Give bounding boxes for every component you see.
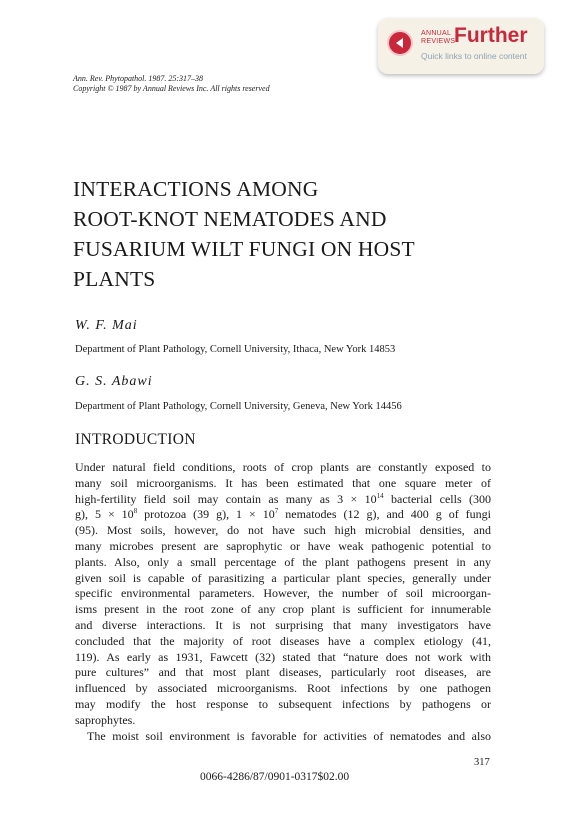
body-paragraph [75, 460, 491, 744]
text-line: g), $5 \times 10^8$ protozoa (39 g), $1 \times 10^7$ nematodes (12 g), and 400 g of fungi [75, 507, 491, 522]
section-heading: INTRODUCTION [75, 431, 196, 448]
badge-reviews-label: REVIEWS [421, 38, 456, 45]
text-line: given soil is capable of parasitizing a particular plant species, generally under [75, 570, 491, 585]
author-affiliation: Department of Plant Pathology, Cornell University, Geneva, New York 14456 [75, 401, 402, 412]
badge-annual-label: ANNUAL [421, 30, 452, 37]
issn-code: 0066-4286/87/0901-0317$02.00 [200, 771, 350, 783]
play-arrow-icon [387, 30, 413, 56]
further-badge[interactable] [378, 18, 544, 74]
author-name: W. F. Mai [75, 318, 138, 333]
journal-citation: Ann. Rev. Phytopathol. 1987. 25:317–38 [73, 74, 204, 83]
text-line: pure cultures” and that most plant diseases, particularly root diseases, are [75, 665, 491, 680]
text-line: specific environmental parameters. However, the number of soil microorgan- [75, 586, 491, 601]
text-line: (95). Most soils, however, do not have such high microbial densities, and [75, 523, 491, 538]
title-line: INTERACTIONS AMONG [73, 177, 319, 201]
text-line: concluded that the majority of root diseases have a complex etiology (41, [75, 633, 491, 648]
page-number: 317 [474, 757, 490, 768]
text-line: many soil microorganisms. It has been estimated that one square meter of [75, 475, 491, 490]
text-line: saprophytes. [75, 712, 136, 727]
author-name: G. S. Abawi [75, 374, 153, 389]
text-line: influenced by associated microorganisms. Root infections by one pathogen [75, 681, 491, 696]
title-line: PLANTS [73, 267, 156, 291]
copyright-notice: Copyright © 1987 by Annual Reviews Inc. All rights reserved [73, 84, 270, 93]
text-line: may modify the host response to subsequent infections by pathogens or [75, 696, 491, 711]
text-line: plants. Also, only a small percentage of the plant pathogens present in any [75, 554, 491, 569]
text-line: The moist soil environment is favorable for activities of nematodes and also [87, 728, 491, 743]
title-line: ROOT-KNOT NEMATODES AND [73, 207, 387, 231]
text-line: many microbes present are saprophytic or have weak pathogenic potential to [75, 538, 491, 553]
badge-subtitle: Quick links to online content [421, 51, 527, 61]
badge-further-label: Further [454, 24, 528, 47]
author-affiliation: Department of Plant Pathology, Cornell University, Ithaca, New York 14853 [75, 344, 396, 355]
text-line: 119). As early as 1931, Fawcett (32) stated that “nature does not work with [75, 649, 491, 664]
title-line: FUSARIUM WILT FUNGI ON HOST [73, 237, 415, 261]
text-line: high-fertility field soil may contain as many as $3 \times 10^{14}$ bacterial cells (300 [75, 491, 492, 506]
article-title [73, 174, 493, 294]
text-line: Under natural field conditions, roots of crop plants are constantly exposed to [75, 460, 491, 474]
text-line: and diverse interactions. It is not surprising that many investigators have [75, 617, 491, 632]
text-line: isms present in the root zone of any crop plant is sufficient for innumerable [75, 602, 491, 617]
